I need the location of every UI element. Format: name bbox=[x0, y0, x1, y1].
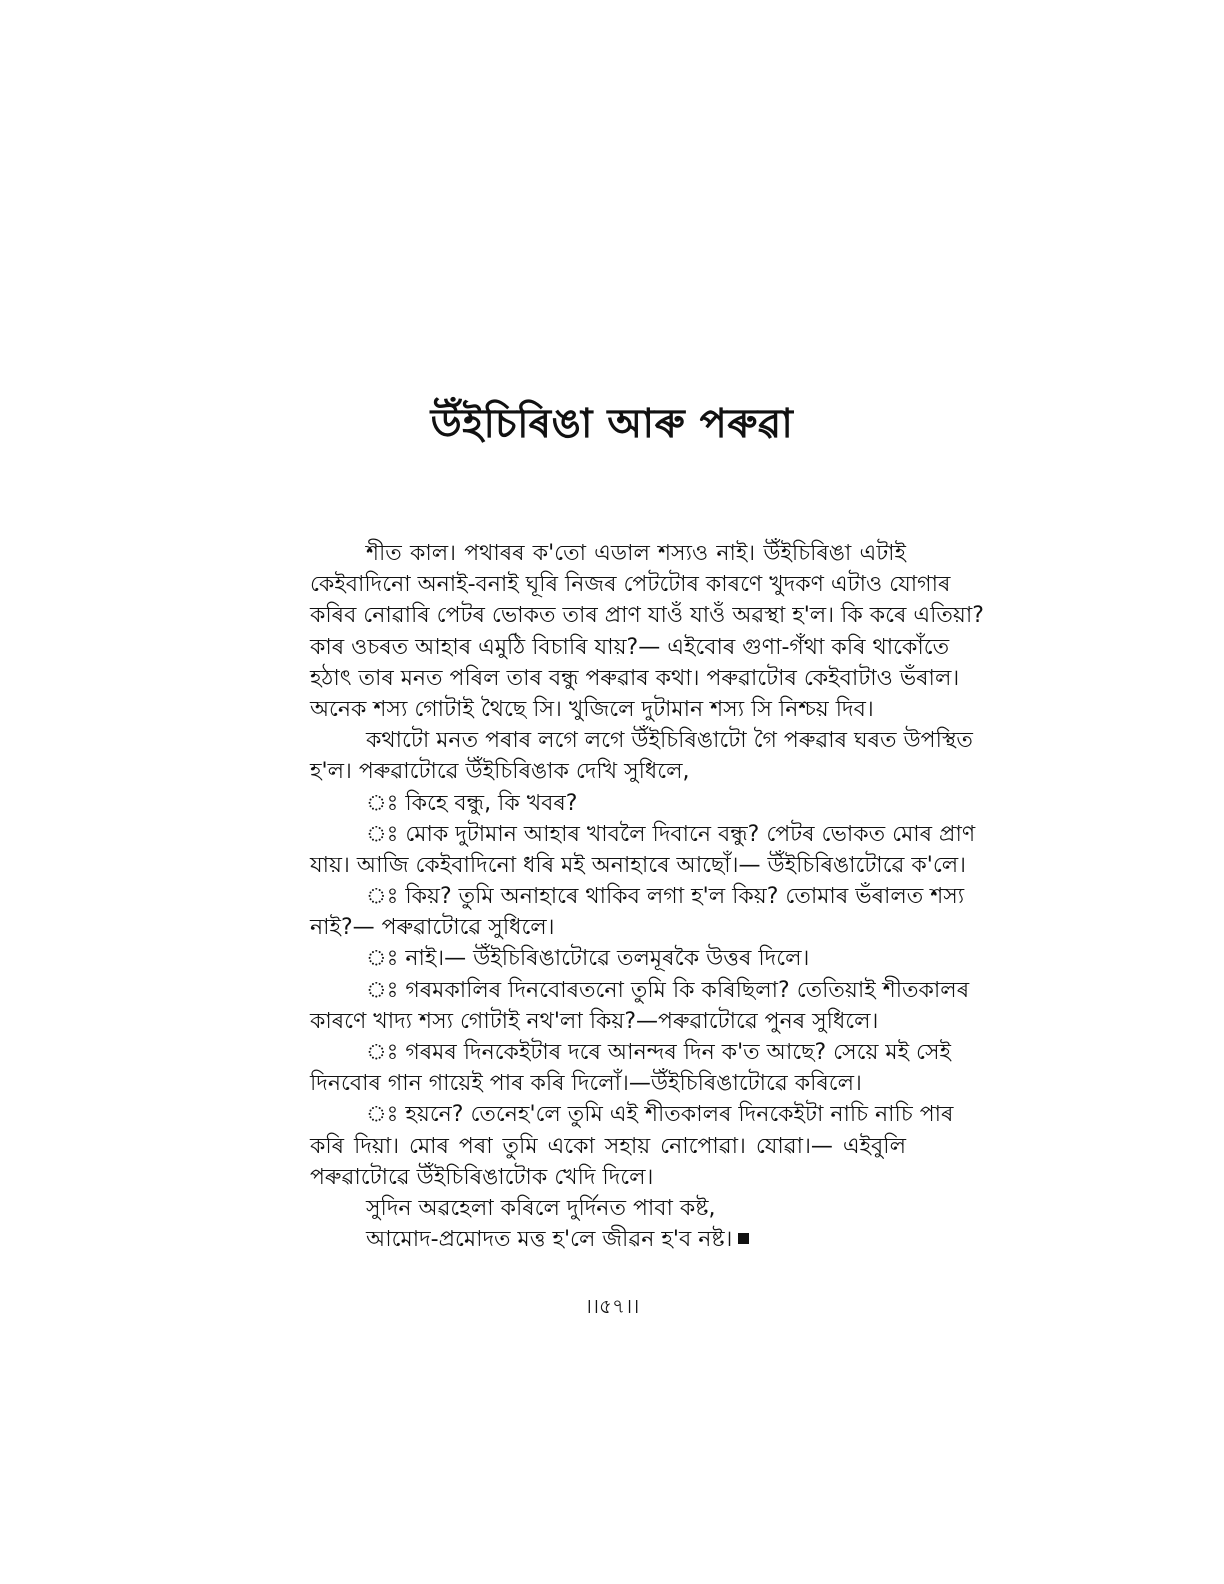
text-line: দিনবোৰ গান গায়েই পাৰ কৰি দিলোঁ।—উঁইচিৰিঙাটোৱে কৰিলে। bbox=[310, 1071, 862, 1097]
text-line: হঠাৎ তাৰ মনত পৰিল তাৰ বন্ধু পৰুৱাৰ কথা। পৰুৱাটোৰ কেইবাটাও ভঁৰাল। bbox=[310, 665, 960, 691]
dialogue-line: ঃ গৰমৰ দিনকেইটাৰ দৰে আনন্দৰ দিন ক'ত আছে? সেয়ে মই সেই bbox=[366, 1040, 951, 1065]
text-line: শীত কাল। পথাৰৰ ক'তো এডাল শস্যও নাই। উঁইচিৰিঙা এটাই bbox=[366, 541, 906, 566]
text-line: কৰিব নোৱাৰি পেটৰ ভোকত তাৰ প্ৰাণ যাওঁ যাওঁ অৱস্থা হ'ল। কি কৰে এতিয়া? bbox=[310, 603, 984, 629]
text-line: কথাটো মনত পৰাৰ লগে লগে উঁইচিৰিঙাটো গৈ পৰুৱাৰ ঘৰত উপস্থিত bbox=[366, 728, 973, 754]
text-line: পৰুৱাটোৱে উঁইচিৰিঙাটোক খেদি দিলে। bbox=[310, 1164, 654, 1190]
moral-line bbox=[310, 1224, 906, 1255]
text-line: কৰি দিয়া। মোৰ পৰা তুমি একো সহায় নোপোৱা। যোৱা।— এইবুলি bbox=[310, 1133, 906, 1159]
moral-line: সুদিন অৱহেলা কৰিলে দুৰ্দিনত পাবা কষ্ট, bbox=[366, 1195, 716, 1221]
text-line: কাৰ ওচৰত আহাৰ এমুঠি বিচাৰি যায়?— এইবোৰ গুণা-গঁথা কৰি থাকোঁতে bbox=[310, 634, 950, 660]
story-body bbox=[310, 538, 984, 1255]
page-number: ।।৫৭।। bbox=[584, 1294, 640, 1318]
dialogue-line: ঃ হয়নে? তেনেহ'লে তুমি এই শীতকালৰ দিনকেইটা নাচি নাচি পাৰ bbox=[366, 1102, 954, 1128]
dialogue-line: ঃ গৰমকালিৰ দিনবোৰতনো তুমি কি কৰিছিলা? তেতিয়াই শীতকালৰ bbox=[366, 977, 970, 1003]
text-line: নাই?— পৰুৱাটোৱে সুধিলে। bbox=[310, 915, 555, 941]
dialogue-line: ঃ মোক দুটামান আহাৰ খাবলৈ দিবানে বন্ধু? পেটৰ ভোকত মোৰ প্ৰাণ bbox=[366, 821, 976, 847]
text-line: যায়। আজি কেইবাদিনো ধৰি মই অনাহাৰে আছোঁ।— উঁইচিৰিঙাটোৱে ক'লে। bbox=[310, 852, 967, 878]
text-line: কাৰণে খাদ্য শস্য গোটাই নথ'লা কিয়?—পৰুৱাটোৱে পুনৰ সুধিলে। bbox=[310, 1008, 879, 1034]
text-line: হ'ল। পৰুৱাটোৱে উঁইচিৰিঙাক দেখি সুধিলে, bbox=[310, 759, 690, 785]
dialogue-line: ঃ কিয়? তুমি অনাহাৰে থাকিব লগা হ'ল কিয়? তোমাৰ ভঁৰালত শস্য bbox=[366, 884, 965, 910]
text-line: অনেক শস্য গোটাই থৈছে সি। খুজিলে দুটামান শস্য সি নিশ্চয় দিব। bbox=[310, 696, 874, 722]
dialogue-line: ঃ কিহে বন্ধু, কি খবৰ? bbox=[366, 790, 578, 816]
dialogue-line: ঃ নাই।— উঁইচিৰিঙাটোৱে তলমূৰকৈ উত্তৰ দিলে। bbox=[366, 946, 810, 972]
moral-text: আমোদ-প্ৰমোদত মত্ত হ'লে জীৱন হ'ব নষ্ট। bbox=[366, 1227, 733, 1253]
end-mark-icon bbox=[738, 1233, 749, 1244]
page-title: উঁইচিৰিঙা আৰু পৰুৱা bbox=[430, 401, 794, 447]
text-line: কেইবাদিনো অনাই-বনাই ঘূৰি নিজৰ পেটটোৰ কাৰণে খুদকণ এটাও যোগাৰ bbox=[310, 572, 951, 598]
